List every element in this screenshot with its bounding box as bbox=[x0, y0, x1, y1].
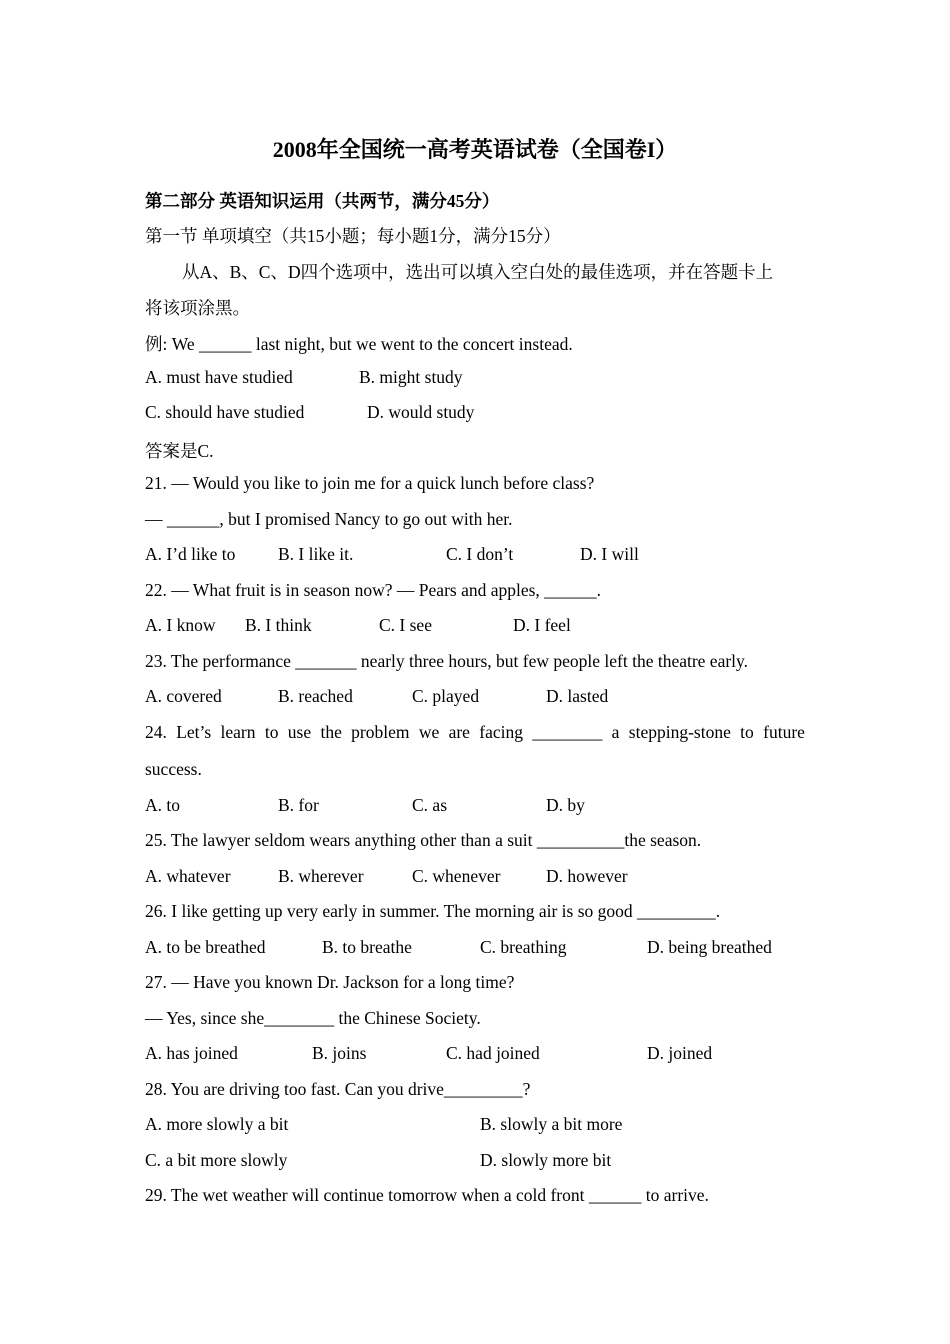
q24-word: we bbox=[418, 722, 440, 742]
q28-option-c: C. a bit more slowly bbox=[145, 1150, 288, 1170]
q22-option-d: D. I feel bbox=[513, 615, 571, 635]
q24-word: to bbox=[264, 722, 279, 742]
part2-heading: 第二部分 英语知识运用（共两节，满分45分） bbox=[145, 191, 500, 211]
q23-option-d: D. lasted bbox=[546, 686, 609, 706]
q24-word: the bbox=[320, 722, 342, 742]
q22-option-c: C. I see bbox=[379, 615, 432, 635]
section1-heading: 第一节 单项填空（共15小题；每小题1分，满分15分） bbox=[145, 226, 561, 246]
example-option-c: C. should have studied bbox=[145, 402, 305, 422]
q26-option-b: B. to breathe bbox=[322, 937, 412, 957]
q22-stem: 22. — What fruit is in season now? — Pears and apples, ______. bbox=[145, 580, 602, 600]
q24-stem-line2: success. bbox=[145, 759, 202, 779]
q27-option-d: D. joined bbox=[647, 1043, 713, 1063]
q23-option-c: C. played bbox=[412, 686, 480, 706]
q24-stem-line1 bbox=[145, 722, 805, 743]
q24-option-b: B. for bbox=[278, 795, 319, 815]
q28-stem: 28. You are driving too fast. Can you drive_________? bbox=[145, 1079, 531, 1099]
q24-word: stepping-stone bbox=[628, 722, 731, 742]
q24-word: ________ bbox=[532, 722, 603, 742]
q24-word: learn bbox=[220, 722, 256, 742]
q23-option-b: B. reached bbox=[278, 686, 353, 706]
q22-option-a: A. I know bbox=[145, 615, 216, 635]
q24-word: Let’s bbox=[176, 722, 212, 742]
example-option-a: A. must have studied bbox=[145, 367, 293, 387]
q27-stem-line2: — Yes, since she________ the Chinese Society. bbox=[145, 1008, 481, 1028]
q22-option-b: B. I think bbox=[245, 615, 312, 635]
example-answer: 答案是C. bbox=[145, 441, 214, 461]
q24-word: facing bbox=[479, 722, 523, 742]
q26-option-d: D. being breathed bbox=[647, 937, 772, 957]
q24-word: future bbox=[763, 722, 805, 742]
instructions-line1: 从A、B、C、D四个选项中，选出可以填入空白处的最佳选项，并在答题卡上 bbox=[182, 262, 774, 282]
q25-option-d: D. however bbox=[546, 866, 628, 886]
example-stem: 例: We ______ last night, but we went to the concert instead. bbox=[145, 334, 573, 354]
q29-stem: 29. The wet weather will continue tomorrow when a cold front ______ to arrive. bbox=[145, 1185, 709, 1205]
instructions-line2: 将该项涂黑。 bbox=[145, 298, 250, 318]
q24-word: to bbox=[740, 722, 754, 742]
q21-option-b: B. I like it. bbox=[278, 544, 354, 564]
q24-option-a: A. to bbox=[145, 795, 180, 815]
q26-option-a: A. to be breathed bbox=[145, 937, 266, 957]
q25-option-a: A. whatever bbox=[145, 866, 231, 886]
q27-option-b: B. joins bbox=[312, 1043, 367, 1063]
q28-option-a: A. more slowly a bit bbox=[145, 1114, 289, 1134]
q27-stem-line1: 27. — Have you known Dr. Jackson for a long time? bbox=[145, 972, 515, 992]
q26-stem: 26. I like getting up very early in summer. The morning air is so good _________. bbox=[145, 901, 721, 921]
page-title: 2008年全国统一高考英语试卷（全国卷I） bbox=[272, 137, 678, 162]
q24-word: are bbox=[448, 722, 470, 742]
q28-option-b: B. slowly a bit more bbox=[480, 1114, 623, 1134]
example-option-b: B. might study bbox=[359, 367, 463, 387]
q23-stem: 23. The performance _______ nearly three hours, but few people left the theatre early. bbox=[145, 651, 749, 671]
q24-option-c: C. as bbox=[412, 795, 447, 815]
q21-stem-line2: — ______, but I promised Nancy to go out with her. bbox=[145, 509, 513, 529]
q24-word: use bbox=[287, 722, 312, 742]
q21-option-d: D. I will bbox=[580, 544, 639, 564]
q21-stem-line1: 21. — Would you like to join me for a quick lunch before class? bbox=[145, 473, 595, 493]
q25-stem: 25. The lawyer seldom wears anything other than a suit __________the season. bbox=[145, 830, 702, 850]
q27-option-c: C. had joined bbox=[446, 1043, 540, 1063]
q25-option-c: C. whenever bbox=[412, 866, 501, 886]
example-option-d: D. would study bbox=[367, 402, 475, 422]
q21-option-a: A. I’d like to bbox=[145, 544, 236, 564]
q24-word: 24. bbox=[145, 722, 167, 742]
q24-word: a bbox=[611, 722, 620, 742]
q28-option-d: D. slowly more bit bbox=[480, 1150, 612, 1170]
q24-option-d: D. by bbox=[546, 795, 585, 815]
q24-word: problem bbox=[351, 722, 410, 742]
q23-option-a: A. covered bbox=[145, 686, 222, 706]
q26-option-c: C. breathing bbox=[480, 937, 567, 957]
q25-option-b: B. wherever bbox=[278, 866, 364, 886]
q21-option-c: C. I don’t bbox=[446, 544, 514, 564]
q27-option-a: A. has joined bbox=[145, 1043, 238, 1063]
